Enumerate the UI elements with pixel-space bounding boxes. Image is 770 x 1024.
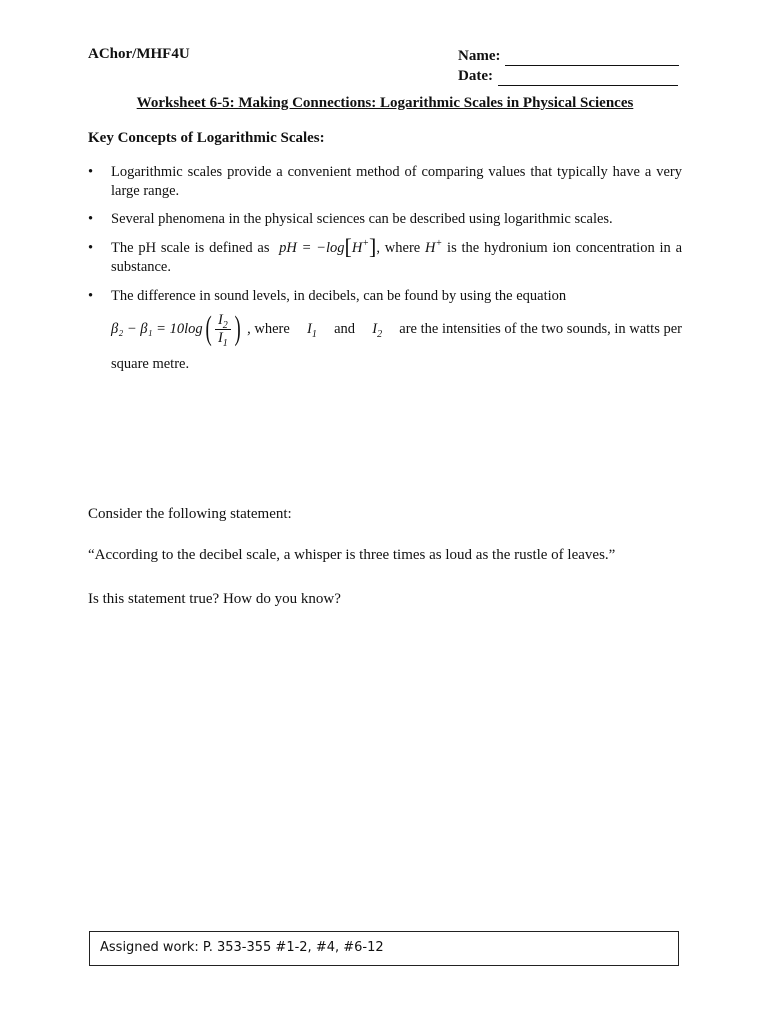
key-concepts-list	[88, 163, 682, 374]
name-row	[458, 46, 679, 66]
list-item: • The pH scale is defined as pH = −log[H+], where H+ is the hydronium ion concentration in a substance.	[88, 234, 682, 275]
bullet-icon: •	[88, 240, 94, 256]
bullet-text: The difference in sound levels, in decibels, can be found by using the equation	[111, 288, 567, 304]
name-blank-line[interactable]	[505, 51, 679, 66]
bullet-icon: •	[88, 288, 94, 304]
decibel-description: , where $I_1$ and $I_2$ are the intensities of the two sounds, in watts per	[247, 320, 682, 340]
i1-symbol: $I_1$	[307, 320, 317, 340]
assigned-work-text: Assigned work: P. 353-355 #1-2, #4, #6-12	[100, 940, 384, 955]
bullet-text: Logarithmic scales provide a convenient method of comparing values that typically have a very large range.	[111, 164, 682, 199]
question-text: Is this statement true? How do you know?	[88, 591, 341, 607]
bullet-icon: •	[88, 211, 94, 227]
statement-quote: “According to the decibel scale, a whisper is three times as loud as the rustle of leaves.”	[88, 547, 616, 563]
list-item	[88, 210, 682, 229]
date-label: Date:	[458, 68, 493, 84]
course-code: AChor/MHF4U	[88, 46, 190, 62]
bullet-text: is the hydronium ion concentration in a substance.	[111, 240, 682, 275]
decibel-equation: β₂ − β₁ = 10log ( $\frac{I_2}{I_1}$ )	[111, 310, 241, 349]
list-item	[88, 287, 682, 374]
statement-intro: Consider the following statement:	[88, 506, 292, 522]
name-date-block	[458, 46, 679, 86]
worksheet-title: Worksheet 6-5: Making Connections: Logarithmic Scales in Physical Sciences	[136, 95, 634, 111]
date-blank-line[interactable]	[498, 71, 678, 86]
assigned-work-box	[89, 931, 679, 966]
bullet-text: The pH scale is defined as	[111, 240, 270, 256]
bullet-icon: •	[88, 164, 94, 180]
key-concepts-heading: Key Concepts of Logarithmic Scales:	[88, 130, 325, 146]
ph-equation: pH = −log[H+]	[279, 234, 377, 259]
name-label: Name:	[458, 48, 501, 64]
i2-symbol: $I_2$	[372, 320, 383, 340]
decibel-equation-line	[111, 309, 682, 349]
hydronium-symbol: H+	[425, 238, 443, 256]
intensity-fraction: $\frac{I_2}{I_1}$	[215, 312, 231, 347]
bullet-text: Several phenomena in the physical sciences can be described using logarithmic scales.	[111, 211, 613, 227]
list-item	[88, 163, 682, 201]
bullet-text: square metre.	[111, 356, 190, 372]
date-row	[458, 66, 679, 86]
